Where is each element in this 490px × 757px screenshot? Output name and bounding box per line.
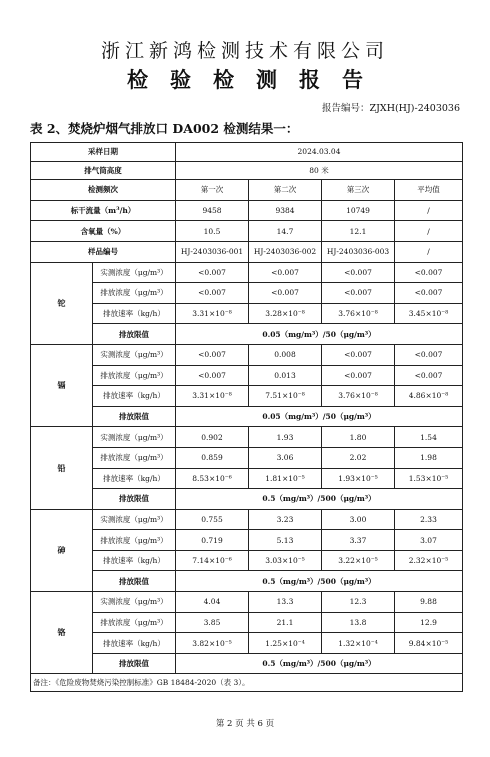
flow-2: 9384: [249, 200, 322, 221]
emission-rate-label: 排放速率（kg/h）: [93, 386, 176, 407]
emission-rate-value: 3.76×10⁻⁸: [322, 303, 395, 324]
freq-third: 第三次: [322, 180, 395, 201]
freq-second: 第二次: [249, 180, 322, 201]
metal-name: 镉: [31, 344, 93, 426]
emission-conc-value: <0.007: [395, 365, 463, 386]
metal-row-conc: [31, 427, 463, 448]
row-sample-date: [31, 143, 463, 162]
table-title: 表 2、焚烧炉烟气排放口 DA002 检测结果一：: [30, 121, 299, 136]
sample-date-label: 采样日期: [31, 143, 176, 162]
conc-value: 0.755: [176, 509, 249, 530]
emission-conc-label: 排放浓度（μg/m³）: [93, 447, 176, 468]
emission-rate-value: 1.53×10⁻⁵: [395, 468, 463, 489]
stack-height-label: 排气筒高度: [31, 161, 176, 180]
limit-value: 0.5（mg/m³）/500（μg/m³）: [176, 653, 463, 674]
conc-label: 实测浓度（μg/m³）: [93, 262, 176, 283]
emission-conc-value: <0.007: [249, 283, 322, 304]
row-stack-height: [31, 161, 463, 180]
emission-rate-label: 排放速率（kg/h）: [93, 550, 176, 571]
metal-row-conc: [31, 592, 463, 613]
emission-conc-value: 13.8: [322, 612, 395, 633]
emission-rate-value: 3.31×10⁻⁸: [176, 386, 249, 407]
metal-row-emission-rate: [31, 468, 463, 489]
emission-conc-value: 21.1: [249, 612, 322, 633]
metal-row-emission-rate: [31, 386, 463, 407]
emission-rate-value: 3.31×10⁻⁸: [176, 303, 249, 324]
metal-row-emission-rate: [31, 303, 463, 324]
conc-value: 4.04: [176, 592, 249, 613]
flow-avg: /: [395, 200, 463, 221]
conc-label: 实测浓度（μg/m³）: [93, 592, 176, 613]
emission-rate-value: 7.14×10⁻⁶: [176, 550, 249, 571]
report-number: 报告编号：ZJXH(HJ)-2403036: [322, 103, 460, 114]
emission-rate-value: 1.32×10⁻⁴: [322, 633, 395, 654]
emission-conc-value: 12.9: [395, 612, 463, 633]
emission-conc-value: 3.37: [322, 530, 395, 551]
emission-rate-value: 3.28×10⁻⁸: [249, 303, 322, 324]
emission-conc-value: 3.07: [395, 530, 463, 551]
emission-conc-value: 5.13: [249, 530, 322, 551]
row-sample-id: [31, 241, 463, 262]
oxygen-avg: /: [395, 221, 463, 242]
emission-conc-value: <0.007: [322, 365, 395, 386]
metal-name: 砷: [31, 509, 93, 591]
sample-id-3: HJ-2403036-003: [322, 241, 395, 262]
row-flow: [31, 200, 463, 221]
flow-3: 10749: [322, 200, 395, 221]
report-title: 检验检测报告: [127, 68, 385, 92]
conc-value: 0.902: [176, 427, 249, 448]
emission-rate-label: 排放速率（kg/h）: [93, 633, 176, 654]
limit-value: 0.05（mg/m³）/50（μg/m³）: [176, 406, 463, 427]
metal-row-emission-conc: [31, 612, 463, 633]
conc-value: <0.007: [322, 344, 395, 365]
emission-rate-value: 9.84×10⁻⁵: [395, 633, 463, 654]
emission-rate-value: 3.45×10⁻⁸: [395, 303, 463, 324]
row-frequency: [31, 180, 463, 201]
conc-value: 1.54: [395, 427, 463, 448]
sample-id-2: HJ-2403036-002: [249, 241, 322, 262]
emission-rate-value: 3.76×10⁻⁸: [322, 386, 395, 407]
conc-value: <0.007: [176, 344, 249, 365]
emission-conc-label: 排放浓度（μg/m³）: [93, 283, 176, 304]
conc-value: 3.00: [322, 509, 395, 530]
emission-conc-value: <0.007: [322, 283, 395, 304]
conc-value: <0.007: [249, 262, 322, 283]
metal-row-limit: [31, 571, 463, 592]
metal-row-emission-conc: [31, 447, 463, 468]
metal-row-emission-rate: [31, 633, 463, 654]
emission-conc-label: 排放浓度（μg/m³）: [93, 530, 176, 551]
limit-label: 排放限值: [93, 571, 176, 592]
limit-label: 排放限值: [93, 489, 176, 510]
emission-conc-value: 1.98: [395, 447, 463, 468]
emission-conc-value: <0.007: [176, 283, 249, 304]
oxygen-1: 10.5: [176, 221, 249, 242]
limit-label: 排放限值: [93, 406, 176, 427]
conc-value: 12.3: [322, 592, 395, 613]
company-name: 浙江新鸿检测技术有限公司: [100, 40, 389, 62]
limit-label: 排放限值: [93, 324, 176, 345]
emission-conc-label: 排放浓度（μg/m³）: [93, 365, 176, 386]
emission-conc-value: 0.719: [176, 530, 249, 551]
emission-rate-value: 4.86×10⁻⁸: [395, 386, 463, 407]
results-table: [30, 142, 463, 692]
metal-row-conc: [31, 344, 463, 365]
emission-rate-value: 1.25×10⁻⁴: [249, 633, 322, 654]
emission-rate-value: 2.32×10⁻⁵: [395, 550, 463, 571]
flow-label: 标干流量$(m^3/h)$: [31, 200, 176, 221]
emission-rate-label: 排放速率（kg/h）: [93, 303, 176, 324]
metal-row-conc: [31, 509, 463, 530]
conc-value: <0.007: [395, 344, 463, 365]
emission-conc-value: <0.007: [395, 283, 463, 304]
emission-rate-value: 3.22×10⁻⁵: [322, 550, 395, 571]
sample-date-value: 2024.03.04: [176, 143, 463, 162]
metal-row-emission-conc: [31, 365, 463, 386]
metal-row-limit: [31, 653, 463, 674]
limit-value: 0.05（mg/m³）/50（μg/m³）: [176, 324, 463, 345]
metal-row-emission-conc: [31, 283, 463, 304]
emission-rate-value: 3.03×10⁻⁵: [249, 550, 322, 571]
limit-value: 0.5（mg/m³）/500（μg/m³）: [176, 571, 463, 592]
note: 备注：《危险废物焚烧污染控制标准》GB 18484-2020（表 3）。: [31, 674, 463, 692]
conc-value: 0.008: [249, 344, 322, 365]
conc-value: 1.80: [322, 427, 395, 448]
metal-row-limit: [31, 489, 463, 510]
conc-label: 实测浓度（μg/m³）: [93, 427, 176, 448]
oxygen-2: 14.7: [249, 221, 322, 242]
conc-value: <0.007: [395, 262, 463, 283]
emission-conc-label: 排放浓度（μg/m³）: [93, 612, 176, 633]
metal-name: 铅: [31, 427, 93, 509]
conc-value: 2.33: [395, 509, 463, 530]
conc-value: <0.007: [176, 262, 249, 283]
freq-first: 第一次: [176, 180, 249, 201]
stack-height-value: 80 米: [176, 161, 463, 180]
frequency-label: 检测频次: [31, 180, 176, 201]
oxygen-label: 含氧量（%）: [31, 221, 176, 242]
sample-id-label: 样品编号: [31, 241, 176, 262]
emission-conc-value: 3.85: [176, 612, 249, 633]
metal-row-emission-rate: [31, 550, 463, 571]
conc-value: 13.3: [249, 592, 322, 613]
flow-1: 9458: [176, 200, 249, 221]
metal-row-conc: [31, 262, 463, 283]
emission-conc-value: 2.02: [322, 447, 395, 468]
emission-conc-value: 3.06: [249, 447, 322, 468]
row-oxygen: [31, 221, 463, 242]
metal-row-limit: [31, 406, 463, 427]
emission-conc-value: 0.013: [249, 365, 322, 386]
conc-label: 实测浓度（μg/m³）: [93, 509, 176, 530]
limit-label: 排放限值: [93, 653, 176, 674]
emission-rate-label: 排放速率（kg/h）: [93, 468, 176, 489]
emission-conc-value: 0.859: [176, 447, 249, 468]
sample-id-avg: /: [395, 241, 463, 262]
metal-row-limit: [31, 324, 463, 345]
page-number: 第 2 页 共 6 页: [215, 719, 275, 729]
emission-rate-value: 3.82×10⁻⁵: [176, 633, 249, 654]
emission-rate-value: 1.81×10⁻⁵: [249, 468, 322, 489]
conc-value: 3.23: [249, 509, 322, 530]
conc-label: 实测浓度（μg/m³）: [93, 344, 176, 365]
conc-value: 9.88: [395, 592, 463, 613]
metal-row-emission-conc: [31, 530, 463, 551]
metal-name: 铊: [31, 262, 93, 344]
emission-rate-value: 7.51×10⁻⁸: [249, 386, 322, 407]
emission-rate-value: 8.53×10⁻⁶: [176, 468, 249, 489]
freq-average: 平均值: [395, 180, 463, 201]
emission-rate-value: 1.93×10⁻⁵: [322, 468, 395, 489]
limit-value: 0.5（mg/m³）/500（μg/m³）: [176, 489, 463, 510]
note-row: [31, 674, 463, 692]
oxygen-3: 12.1: [322, 221, 395, 242]
conc-value: <0.007: [322, 262, 395, 283]
emission-conc-value: <0.007: [176, 365, 249, 386]
metal-name: 铬: [31, 592, 93, 674]
conc-value: 1.93: [249, 427, 322, 448]
sample-id-1: HJ-2403036-001: [176, 241, 249, 262]
